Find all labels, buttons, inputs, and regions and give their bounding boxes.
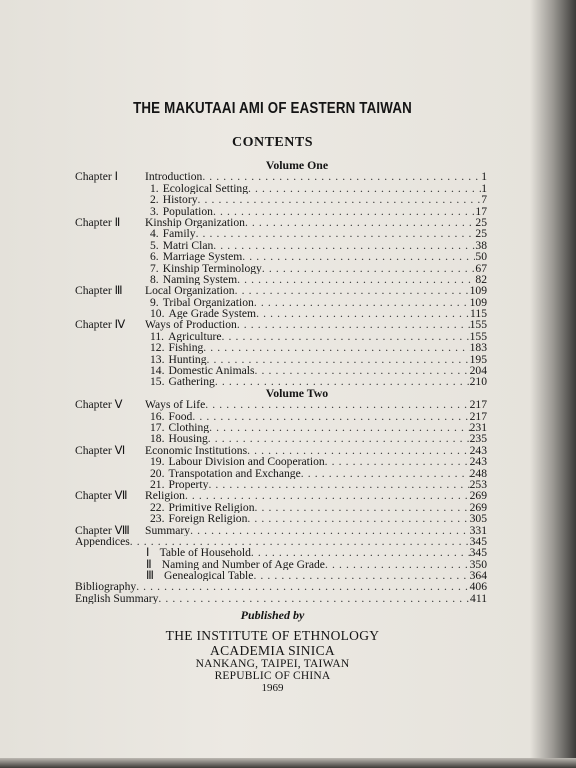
page-number: 248 <box>469 467 487 479</box>
section-number: 5. <box>150 239 159 252</box>
publication-year: 1969 <box>261 682 284 694</box>
entry-line <box>150 274 487 285</box>
entry-line <box>145 445 487 456</box>
section-number: 10. <box>150 308 165 320</box>
entry-title: Religion <box>145 490 185 502</box>
toc-entry <box>75 479 487 490</box>
page-number: 195 <box>469 353 487 366</box>
publisher-country: REPUBLIC OF CHINA <box>214 670 331 682</box>
dot-leader <box>213 240 475 251</box>
entry-line <box>150 468 487 479</box>
entry-line <box>150 183 487 194</box>
toc-entry <box>75 399 487 410</box>
entry-title: Agriculture <box>168 330 222 343</box>
entry-line <box>145 171 487 182</box>
toc-entry <box>75 194 487 205</box>
page-number: 345 <box>469 547 487 559</box>
dot-leader <box>235 285 470 296</box>
entry-title: Ecological Setting <box>162 182 249 195</box>
entry-title: Bibliography <box>75 581 137 593</box>
page-number: 243 <box>469 444 487 457</box>
page-number: 217 <box>469 399 487 411</box>
chapter-number: Chapter Ⅳ <box>75 318 126 332</box>
entry-title: Fishing <box>168 342 204 354</box>
toc-entry <box>75 228 487 239</box>
dot-leader <box>213 206 475 217</box>
page-number: 305 <box>469 513 487 525</box>
page-number: 155 <box>469 330 487 343</box>
volume-heading: Volume Two <box>265 385 329 400</box>
dot-leader <box>197 194 481 205</box>
section-number: 1. <box>150 182 159 195</box>
entry-title: Matri Clan <box>162 239 214 252</box>
chapter-number: Chapter Ⅵ <box>75 443 126 457</box>
section-number: 23. <box>150 513 165 525</box>
page-number: 25 <box>475 228 487 240</box>
entry-title: Ways of Production <box>145 319 237 331</box>
entry-line <box>146 547 487 558</box>
section-number: Ⅲ <box>146 570 154 582</box>
page-number: 231 <box>469 421 487 434</box>
page-number: 1 <box>481 171 487 183</box>
toc-entry <box>75 251 487 262</box>
toc-entry <box>75 263 487 274</box>
dot-leader <box>190 525 470 536</box>
entry-line <box>150 456 487 467</box>
page-number: 406 <box>469 581 487 593</box>
dot-leader <box>247 513 469 524</box>
page-number: 82 <box>475 273 487 286</box>
entry-title: Family <box>162 228 196 240</box>
page-number: 109 <box>469 296 487 309</box>
page-number: 210 <box>469 376 487 388</box>
section-number: 11. <box>150 330 165 343</box>
publisher-academy: ACADEMIA SINICA <box>210 643 335 658</box>
dot-leader <box>192 411 469 422</box>
entry-line <box>145 399 487 410</box>
toc-entry <box>75 468 487 479</box>
section-number: 22. <box>150 501 165 514</box>
entry-line <box>146 570 487 581</box>
section-number: Ⅱ <box>146 558 152 571</box>
toc-entry <box>75 502 487 513</box>
entry-title: Ways of Life <box>145 399 206 411</box>
entry-title: History <box>162 194 198 206</box>
entry-line <box>150 263 487 274</box>
entry-title: Age Grade System <box>168 308 257 320</box>
toc-entry <box>75 217 487 228</box>
dot-leader <box>205 399 469 410</box>
entry-line <box>150 502 487 513</box>
entry-title: Food <box>168 410 193 422</box>
page-number: 67 <box>475 262 487 274</box>
entry-line <box>150 194 487 205</box>
page-number: 17 <box>475 205 487 217</box>
entry-title: Gathering <box>168 376 215 388</box>
dot-leader <box>248 183 481 194</box>
entry-title: Domestic Animals <box>168 365 255 377</box>
entry-line <box>145 490 487 501</box>
dot-leader <box>255 502 470 513</box>
entry-title: Appendices <box>75 535 130 548</box>
section-number: 8. <box>150 273 159 286</box>
entry-title: Transpotation and Exchange <box>168 467 301 479</box>
section-number: Ⅰ <box>146 547 150 559</box>
toc-entry <box>75 570 487 581</box>
entry-line <box>75 581 487 592</box>
toc-entry <box>75 547 487 558</box>
section-number: 16. <box>150 410 165 422</box>
page-number: 109 <box>469 285 487 297</box>
entry-line <box>150 376 487 387</box>
dot-leader <box>325 559 470 570</box>
section-number: 12. <box>150 342 165 354</box>
entry-title: Property <box>168 478 209 491</box>
entry-line <box>150 479 487 490</box>
chapter-number: Chapter Ⅶ <box>75 489 128 503</box>
book-title: THE MAKUTAAI AMI OF EASTERN TAIWAN <box>133 100 412 117</box>
toc-entry <box>75 525 487 536</box>
entry-line <box>150 308 487 319</box>
toc-entry <box>75 274 487 285</box>
section-number: 21. <box>150 478 165 491</box>
entry-title: Tribal Organization <box>162 296 254 309</box>
dot-leader <box>254 365 469 376</box>
entry-line <box>145 525 487 536</box>
entry-title: Naming System <box>162 273 238 286</box>
chapter-number: Chapter Ⅲ <box>75 284 123 298</box>
toc-entry <box>75 331 487 342</box>
entry-line <box>150 342 487 353</box>
entry-title: Local Organization <box>145 285 235 297</box>
dot-leader <box>245 217 475 228</box>
toc-entry <box>75 536 487 547</box>
entry-title: Marriage System <box>162 251 243 263</box>
entry-line <box>146 559 487 570</box>
toc-entry <box>75 376 487 387</box>
entry-line <box>150 331 487 342</box>
entry-line <box>150 206 487 217</box>
section-number: 17. <box>150 421 165 434</box>
publisher-name: THE INSTITUTE OF ETHNOLOGY <box>165 628 380 643</box>
entry-title: Genealogical Table <box>164 570 254 582</box>
page-edge <box>0 758 576 768</box>
toc-entry <box>75 183 487 194</box>
dot-leader <box>237 274 475 285</box>
toc-entry <box>75 433 487 444</box>
page-number: 204 <box>469 365 487 377</box>
section-number: 7. <box>150 262 159 274</box>
section-number: 6. <box>150 251 159 263</box>
page-number: 115 <box>470 308 487 320</box>
page-number: 235 <box>469 433 487 445</box>
entry-title: Clothing <box>168 421 210 434</box>
chapter-number: Chapter Ⅷ <box>75 523 130 537</box>
toc-entry <box>75 240 487 251</box>
section-number: 3. <box>150 205 159 217</box>
page-number: 217 <box>469 410 487 422</box>
section-number: 19. <box>150 456 165 468</box>
dot-leader <box>301 468 470 479</box>
entry-line <box>150 411 487 422</box>
section-number: 2. <box>150 194 159 206</box>
entry-title: Population <box>162 205 213 217</box>
entry-line <box>150 433 487 444</box>
entry-title: Kinship Terminology <box>162 262 262 274</box>
dot-leader <box>207 354 470 365</box>
entry-line <box>150 422 487 433</box>
dot-leader <box>136 581 469 592</box>
toc-entry <box>75 354 487 365</box>
toc-entry <box>75 456 487 467</box>
dot-leader <box>262 263 476 274</box>
section-number: 9. <box>150 296 159 309</box>
entry-title: Economic Institutions <box>145 444 248 457</box>
dot-leader <box>222 331 470 342</box>
dot-leader <box>237 319 470 330</box>
published-by: Published by <box>240 608 305 622</box>
toc-entry <box>75 593 487 604</box>
toc-entry <box>75 513 487 524</box>
table-of-contents <box>75 160 487 604</box>
toc-entry <box>75 342 487 353</box>
toc-entry <box>75 206 487 217</box>
entry-line <box>150 365 487 376</box>
toc-entry <box>75 319 487 330</box>
page-number: 38 <box>475 239 487 252</box>
entry-title: Introduction <box>145 171 203 183</box>
entry-line <box>150 513 487 524</box>
page-number: 1 <box>481 182 487 195</box>
section-number: 13. <box>150 353 165 366</box>
dot-leader <box>208 479 469 490</box>
entry-line <box>75 593 487 604</box>
dot-leader <box>208 433 470 444</box>
section-number: 20. <box>150 467 165 479</box>
entry-line <box>150 251 487 262</box>
dot-leader <box>256 308 470 319</box>
entry-line <box>150 354 487 365</box>
entry-title: English Summary <box>75 592 159 605</box>
dot-leader <box>196 228 476 239</box>
entry-title: Table of Household <box>159 547 251 559</box>
dot-leader <box>202 171 481 182</box>
dot-leader <box>158 593 470 604</box>
page-number: 269 <box>469 490 487 502</box>
entry-line <box>145 285 487 296</box>
section-number: 4. <box>150 228 159 240</box>
entry-line <box>145 319 487 330</box>
page-number: 155 <box>469 319 487 331</box>
toc-entry <box>75 581 487 592</box>
toc-entry <box>75 365 487 376</box>
dot-leader <box>203 342 469 353</box>
section-number: 14. <box>150 365 165 377</box>
entry-line <box>150 297 487 308</box>
page-number: 253 <box>469 478 487 491</box>
toc-entry <box>75 171 487 182</box>
dot-leader <box>215 376 470 387</box>
dot-leader <box>185 490 470 501</box>
volume-heading: Volume One <box>265 158 329 172</box>
toc-entry <box>75 285 487 296</box>
page-number: 331 <box>469 524 487 536</box>
dot-leader <box>254 297 470 308</box>
page-number: 411 <box>470 592 487 605</box>
toc-entry <box>75 422 487 433</box>
toc-entry <box>75 308 487 319</box>
dot-leader <box>209 422 470 433</box>
entry-title: Kinship Organization <box>145 216 245 229</box>
page-number: 7 <box>481 194 487 206</box>
page-number: 243 <box>469 456 487 468</box>
page-number: 350 <box>469 558 487 571</box>
toc-entry <box>75 559 487 570</box>
entry-title: Summary <box>145 524 191 536</box>
toc-entry <box>75 490 487 501</box>
page-number: 269 <box>469 501 487 514</box>
dot-leader <box>325 456 470 467</box>
page-number: 364 <box>469 570 487 582</box>
dot-leader <box>130 536 470 547</box>
dot-leader <box>247 445 470 456</box>
entry-title: Labour Division and Cooperation <box>168 456 325 468</box>
page-number: 25 <box>475 216 487 229</box>
toc-entry <box>75 445 487 456</box>
entry-line <box>145 217 487 228</box>
entry-title: Hunting <box>168 353 207 366</box>
page-number: 50 <box>475 251 487 263</box>
page-number: 183 <box>469 342 487 354</box>
publisher-address: NANKANG, TAIPEI, TAIWAN <box>195 658 350 670</box>
toc-entry <box>75 411 487 422</box>
entry-line <box>75 536 487 547</box>
entry-line <box>150 228 487 239</box>
dot-leader <box>253 570 469 581</box>
entry-line <box>150 240 487 251</box>
entry-title: Foreign Religion <box>168 513 248 525</box>
entry-title: Naming and Number of Age Grade <box>161 558 325 571</box>
section-number: 18. <box>150 433 165 445</box>
dot-leader <box>251 547 470 558</box>
entry-title: Primitive Religion <box>168 501 255 514</box>
chapter-number: Chapter Ⅱ <box>75 215 121 229</box>
dot-leader <box>242 251 475 262</box>
section-number: 15. <box>150 376 165 388</box>
toc-entry <box>75 297 487 308</box>
entry-title: Housing <box>168 433 208 445</box>
chapter-number: Chapter Ⅴ <box>75 398 123 412</box>
page-number: 345 <box>469 535 487 548</box>
chapter-number: Chapter Ⅰ <box>75 170 119 184</box>
publisher-imprint <box>0 628 545 695</box>
contents-heading: CONTENTS <box>231 135 314 150</box>
